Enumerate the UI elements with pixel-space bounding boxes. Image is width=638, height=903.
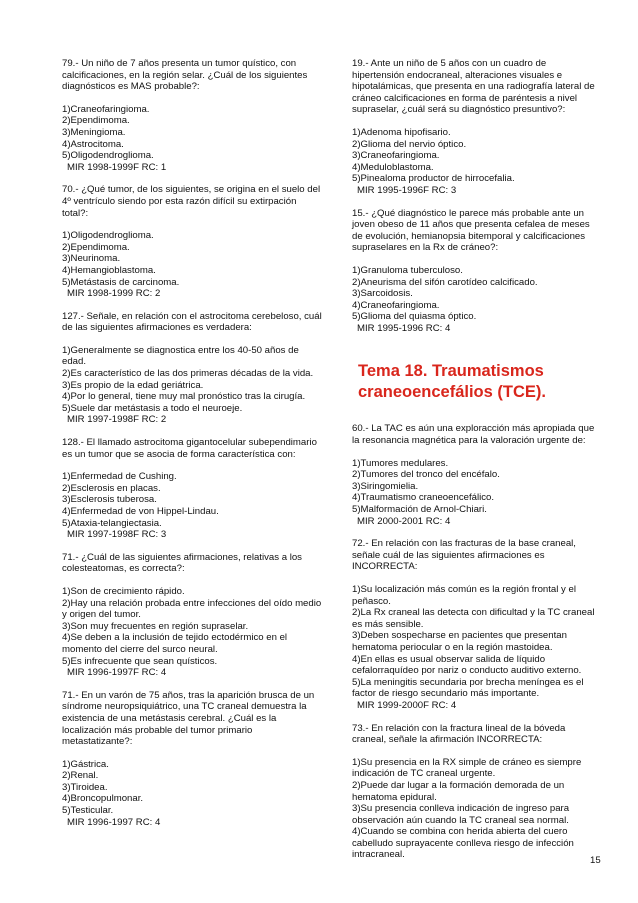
question-stem: 15.- ¿Qué diagnóstico le parece más probable ante un joven obeso de 11 años que presenta cefalea de meses de evolución, hemianopsia bitemporal y calcificaciones supraselares en la Rx de cráneo?: <box>352 207 590 254</box>
answer-option: 2)Aneurisma del sifón carotídeo calcificado. <box>352 276 538 288</box>
question-block <box>62 552 324 679</box>
answer-option: 4)Enfermedad de von Hippel-Lindau. <box>62 506 219 517</box>
answer-option: 5)La meningitis secundaria por brecha meníngea es el factor de riesgo secundario más importante. <box>352 676 584 700</box>
answer-option: 2)Tumores del tronco del encéfalo. <box>352 469 500 481</box>
exam-reference: MIR 1998-1999F RC: 1 <box>67 161 167 173</box>
answer-option: 5)Testicular. <box>62 805 114 817</box>
answer-option: 4)Meduloblastoma. <box>352 161 434 173</box>
question-block <box>62 690 324 829</box>
question-stem: 127.- Señale, en relación con el astrocitoma cerebeloso, cuál de las siguientes afirmaciones es verdadera: <box>62 310 322 334</box>
answer-option: 5)Pinealoma productor de hirrocefalia. <box>352 173 515 185</box>
question-stem: 60.- La TAC es aún una exploracción más apropiada que la resonancia magnética para la valoración urgente de: <box>352 423 595 447</box>
answer-option: 2)Ependimoma. <box>62 241 130 253</box>
question-block <box>352 208 598 335</box>
answer-option: 5)Es infrecuente que sean quísticos. <box>62 655 218 667</box>
answer-option: 4)Por lo general, tiene muy mal pronóstico tras la cirugía. <box>62 391 306 403</box>
answer-option: 2)Ependimoma. <box>62 115 130 127</box>
answer-option: 1)Enfermedad de Cushing. <box>62 471 177 483</box>
exam-reference: MIR 1996-1997F RC: 4 <box>67 667 167 679</box>
question-stem: 72.- En relación con las fracturas de la base craneal, señale cuál de las siguientes afirmaciones es INCORRECTA: <box>352 538 576 573</box>
answer-option: 4)Cuando se combina con herida abierta del cuero cabelludo suprayacente conlleva riesgo de infección intracraneal. <box>352 826 574 861</box>
answer-option: 3)Tiroidea. <box>62 781 108 793</box>
answer-option: 2)Es característico de las dos primeras décadas de la vida. <box>62 368 314 380</box>
question-block <box>62 184 324 299</box>
exam-reference: MIR 2000-2001 RC: 4 <box>357 515 451 527</box>
question-block <box>62 437 324 541</box>
answer-option: 3)Deben sospecharse en pacientes que presentan hematoma periocular o en la región mastoidea. <box>352 630 567 653</box>
right-top-questions <box>352 58 598 334</box>
question-stem: 73.- En relación con la fractura lineal de la bóveda craneal, señale la afirmación INCORRECTA: <box>352 722 566 746</box>
answer-option: 1)Oligodendroglioma. <box>62 230 154 242</box>
question-stem: 71.- En un varón de 75 años, tras la aparición brusca de un síndrome neuropsiquiátrico, una TC craneal demuestra la existencia de una metástasis cerebral. ¿Cuál es la localización más probable del tumor primario metastatizante?: <box>62 689 315 748</box>
question-stem: 79.- Un niño de 7 años presenta un tumor quístico, con calcificaciones, en la región selar. ¿Cuál de los siguientes diagnósticos es MAS probable?: <box>62 58 308 93</box>
question-stem: 71.- ¿Cuál de las siguientes afirmaciones, relativas a los colesteatomas, es correcta?: <box>62 551 302 575</box>
question-stem: 70.- ¿Qué tumor, de los siguientes, se origina en el suelo del 4º ventrículo siendo por esta razón difícil su extirpación total?: <box>62 184 321 219</box>
answer-option: 5)Malformación de Arnol-Chiari. <box>352 504 487 516</box>
answer-option: 5)Suele dar metástasis a todo el neuroeje. <box>62 402 243 414</box>
answer-option: 5)Ataxia-telangiectasia. <box>62 517 162 529</box>
question-block <box>352 538 598 711</box>
exam-reference: MIR 1996-1997 RC: 4 <box>67 816 161 828</box>
answer-option: 1)Su presencia en la RX simple de cráneo es siempre indicación de TC craneal urgente. <box>352 756 582 780</box>
answer-option: 5)Metástasis de carcinoma. <box>62 276 180 288</box>
answer-option: 1)Tumores medulares. <box>352 457 449 469</box>
question-stem: 128.- El llamado astrocitoma gigantocelular subependimario es un tumor que se asocia de forma característica con: <box>62 437 317 460</box>
exam-reference: MIR 1998-1999 RC: 2 <box>67 288 161 300</box>
answer-option: 1)Granuloma tuberculoso. <box>352 264 463 276</box>
topic-heading: Tema 18. Traumatismos craneoencefálios (TCE). <box>358 362 546 402</box>
answer-option: 2)Renal. <box>62 770 99 782</box>
answer-option: 2)Esclerosis en placas. <box>62 482 161 494</box>
answer-option: 5)Oligodendroglioma. <box>62 150 154 162</box>
answer-option: 3)Meningioma. <box>62 126 126 138</box>
answer-option: 4)Broncopulmonar. <box>62 793 144 805</box>
answer-option: 4)Hemangioblastoma. <box>62 264 156 276</box>
right-column <box>352 58 598 872</box>
exam-reference: MIR 1997-1998F RC: 3 <box>67 529 167 541</box>
exam-reference: MIR 1995-1996F RC: 3 <box>357 184 457 196</box>
answer-option: 3)Sarcoidosis. <box>352 288 413 300</box>
exam-reference: MIR 1997-1998F RC: 2 <box>67 414 167 426</box>
answer-option: 4)En ellas es usual observar salida de líquido cefalorraquídeo por nariz o conducto auditivo externo. <box>352 653 582 677</box>
answer-option: 1)Craneofaringioma. <box>62 103 150 115</box>
question-block <box>352 723 598 862</box>
answer-option: 3)Craneofaringioma. <box>352 150 440 162</box>
answer-option: 2)Puede dar lugar a la formación demorada de un hematoma epidural. <box>352 779 565 803</box>
answer-option: 4)Traumatismo craneoencefálico. <box>352 492 495 504</box>
question-block <box>352 58 598 197</box>
right-bottom-questions <box>352 423 598 861</box>
answer-option: 3)Son muy frecuentes en región supraselar. <box>62 620 249 632</box>
answer-option: 3)Neurinoma. <box>62 253 121 265</box>
answer-option: 3)Es propio de la edad geriátrica. <box>62 379 204 391</box>
answer-option: 5)Glioma del quiasma óptico. <box>352 311 477 323</box>
answer-option: 4)Craneofaringioma. <box>352 299 440 311</box>
answer-option: 2)La Rx craneal las detecta con dificultad y la TC craneal es más sensible. <box>352 607 595 630</box>
answer-option: 4)Astrocitoma. <box>62 138 124 150</box>
answer-option: 1)Gástrica. <box>62 758 109 770</box>
answer-option: 3)Esclerosis tuberosa. <box>62 494 157 506</box>
answer-option: 1)Adenoma hipofisario. <box>352 126 451 138</box>
exam-reference: MIR 1999-2000F RC: 4 <box>357 699 457 711</box>
answer-option: 4)Se deben a la inclusión de tejido ectodérmico en el momento del cierre del surco neural. <box>62 632 288 655</box>
answer-option: 2)Glioma del nervio óptico. <box>352 138 467 150</box>
question-stem: 19.- Ante un niño de 5 años con un cuadro de hipertensión endocraneal, alteraciones visuales e hipotalámicas, que presenta en una radiografía lateral de cráneo calcificaciones en forma de paréntesis a nivel supraselar, ¿cuál será su diagnóstico presuntivo?: <box>352 58 595 116</box>
question-block <box>352 423 598 527</box>
answer-option: 1)Son de crecimiento rápido. <box>62 585 185 597</box>
page-number: 15 <box>590 855 601 866</box>
exam-reference: MIR 1995-1996 RC: 4 <box>357 322 451 334</box>
answer-option: 2)Hay una relación probada entre infecciones del oído medio y origen del tumor. <box>62 597 322 621</box>
answer-option: 3)Su presencia conlleva indicación de ingreso para observación aún cuando la TC craneal sea normal. <box>352 803 570 826</box>
question-block <box>62 311 324 426</box>
answer-option: 1)Generalmente se diagnostica entre los 40-50 años de edad. <box>62 344 299 368</box>
left-column <box>62 58 324 839</box>
answer-option: 1)Su localización más común es la región frontal y el peñasco. <box>352 584 576 607</box>
question-block <box>62 58 324 173</box>
answer-option: 3)Siringomielia. <box>352 480 419 492</box>
